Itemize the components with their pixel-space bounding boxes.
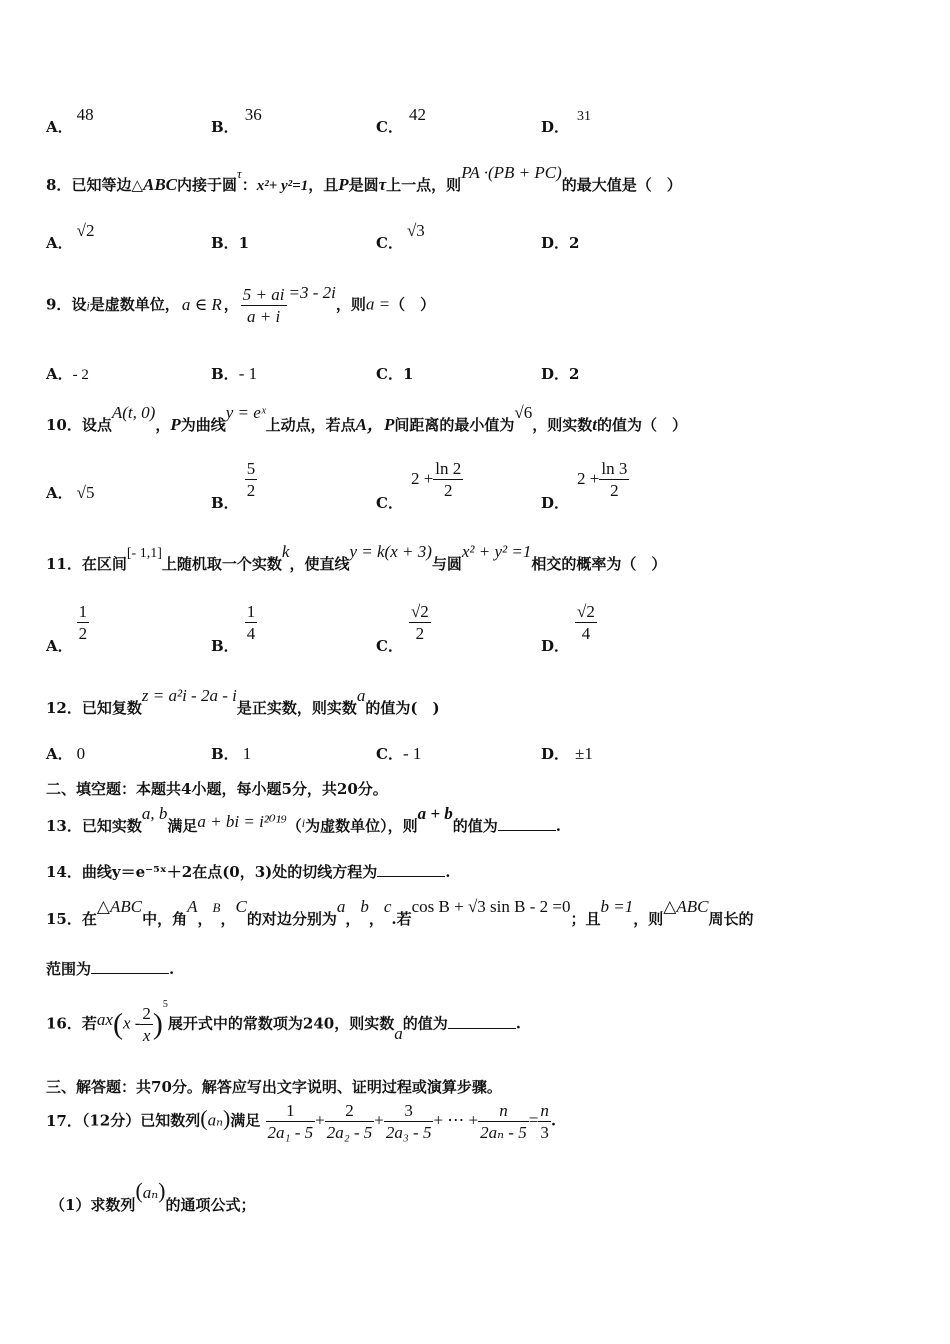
section-3-heading: 三、解答题：共70分。解答应写出文字说明、证明过程或演算步骤。 (46, 1078, 502, 1096)
question-10: 10．设点A(t, 0)，P为曲线y = eˣ上动点，若点A，P间距离的最小值为√6，则实数t的值为（ ） (46, 403, 687, 434)
question-13: 13．已知实数a, b满足a + bi = i²⁰¹⁹（$^i$为虚数单位），则a + b的值为 . (46, 804, 562, 835)
q9-option-a: A．- 2 (46, 365, 89, 383)
q8-option-d: D．2 (541, 234, 580, 252)
q9-option-c: C．1 (376, 365, 414, 383)
q7-option-a: A．48 (46, 105, 94, 136)
q9-option-d: D．2 (541, 365, 580, 383)
question-12: 12．已知复数z = a²i - 2a - i是正实数，则实数a的值为( ) (46, 686, 440, 717)
question-17-part-1: （1）求数列(aₙ)的通项公式； (50, 1178, 256, 1214)
q12-option-b: B． 1 (211, 744, 252, 763)
q8-option-b: B．1 (211, 234, 250, 252)
q12-option-c: C．- 1 (376, 744, 422, 763)
section-2-heading: 二、填空题：本题共4小题，每小题5分，共20分。 (46, 780, 388, 798)
question-14: 14．曲线y＝e⁻⁵ˣ＋2在点(0，3)处的切线方程为 . (46, 863, 451, 881)
q10-option-c: C．2 + $\frac{\ln 2}{2}$ (376, 459, 462, 512)
q11-option-a: A． $\frac{1}{2}$ (46, 602, 88, 655)
q10-option-b: B． $\frac{5}{2}$ (211, 459, 256, 512)
q11-option-b: B． $\frac{1}{4}$ (211, 602, 256, 655)
q12-option-d: D． ±1 (541, 744, 593, 763)
q8-option-a: A．√2 (46, 221, 95, 252)
q9-option-b: B．- 1 (211, 364, 258, 383)
question-9: 9．设i是虚数单位， a ∈ R ， $\frac{5 + ai}{a + i}$ =3 - 2i，则a =（ ） (46, 282, 436, 326)
q7-option-b: B．36 (211, 105, 262, 136)
q10-option-a: A． √5 (46, 483, 95, 502)
question-15-cont: 范围为 . (46, 960, 175, 978)
q12-option-a: A． 0 (46, 744, 86, 763)
question-8: 8．已知等边△ABC内接于圆τ：x²+ y²=1，且P是圆τ上一点，则PA ·(PB + PC)的最大值是（ ） (46, 163, 682, 194)
q11-option-c: C． $\frac{√2}{2}$ (376, 602, 429, 655)
q10-option-d: D．2 + $\frac{\ln 3}{2}$ (541, 459, 628, 512)
question-15: 15．在△ABC中，角A，B，C的对边分别为a，b，c.若cos B + √3 sin B - 2 =0；且b =1，则△ABC周长的 (46, 897, 754, 928)
question-16: 16．若ax(x - $\frac{2}{x}$ )$^5$展开式中的常数项为240，则实数a的值为 . (46, 998, 521, 1045)
question-11: 11．在区间[- 1,1]上随机取一个实数k，使直线y = k(x + 3)与圆x² + y² =1相交的概率为（ ） (46, 542, 667, 573)
q7-option-d: D．31 (541, 109, 592, 136)
question-17: 17．（12分）已知数列(aₙ)满足 $\frac{1}{\text{2a₁ - 5}}$ + $\frac{2}{\text{2a₂ - 5}}$ + $\frac{3}{\text{2a₃ - 5}}$ + ⋯ + $\frac{n}{\text{2aₙ - 5}}$ = $\frac{n}{3}$ . (46, 1101, 557, 1142)
q8-option-c: C．√3 (376, 221, 425, 252)
q7-option-c: C．42 (376, 105, 426, 136)
q11-option-d: D． $\frac{√2}{4}$ (541, 602, 595, 655)
